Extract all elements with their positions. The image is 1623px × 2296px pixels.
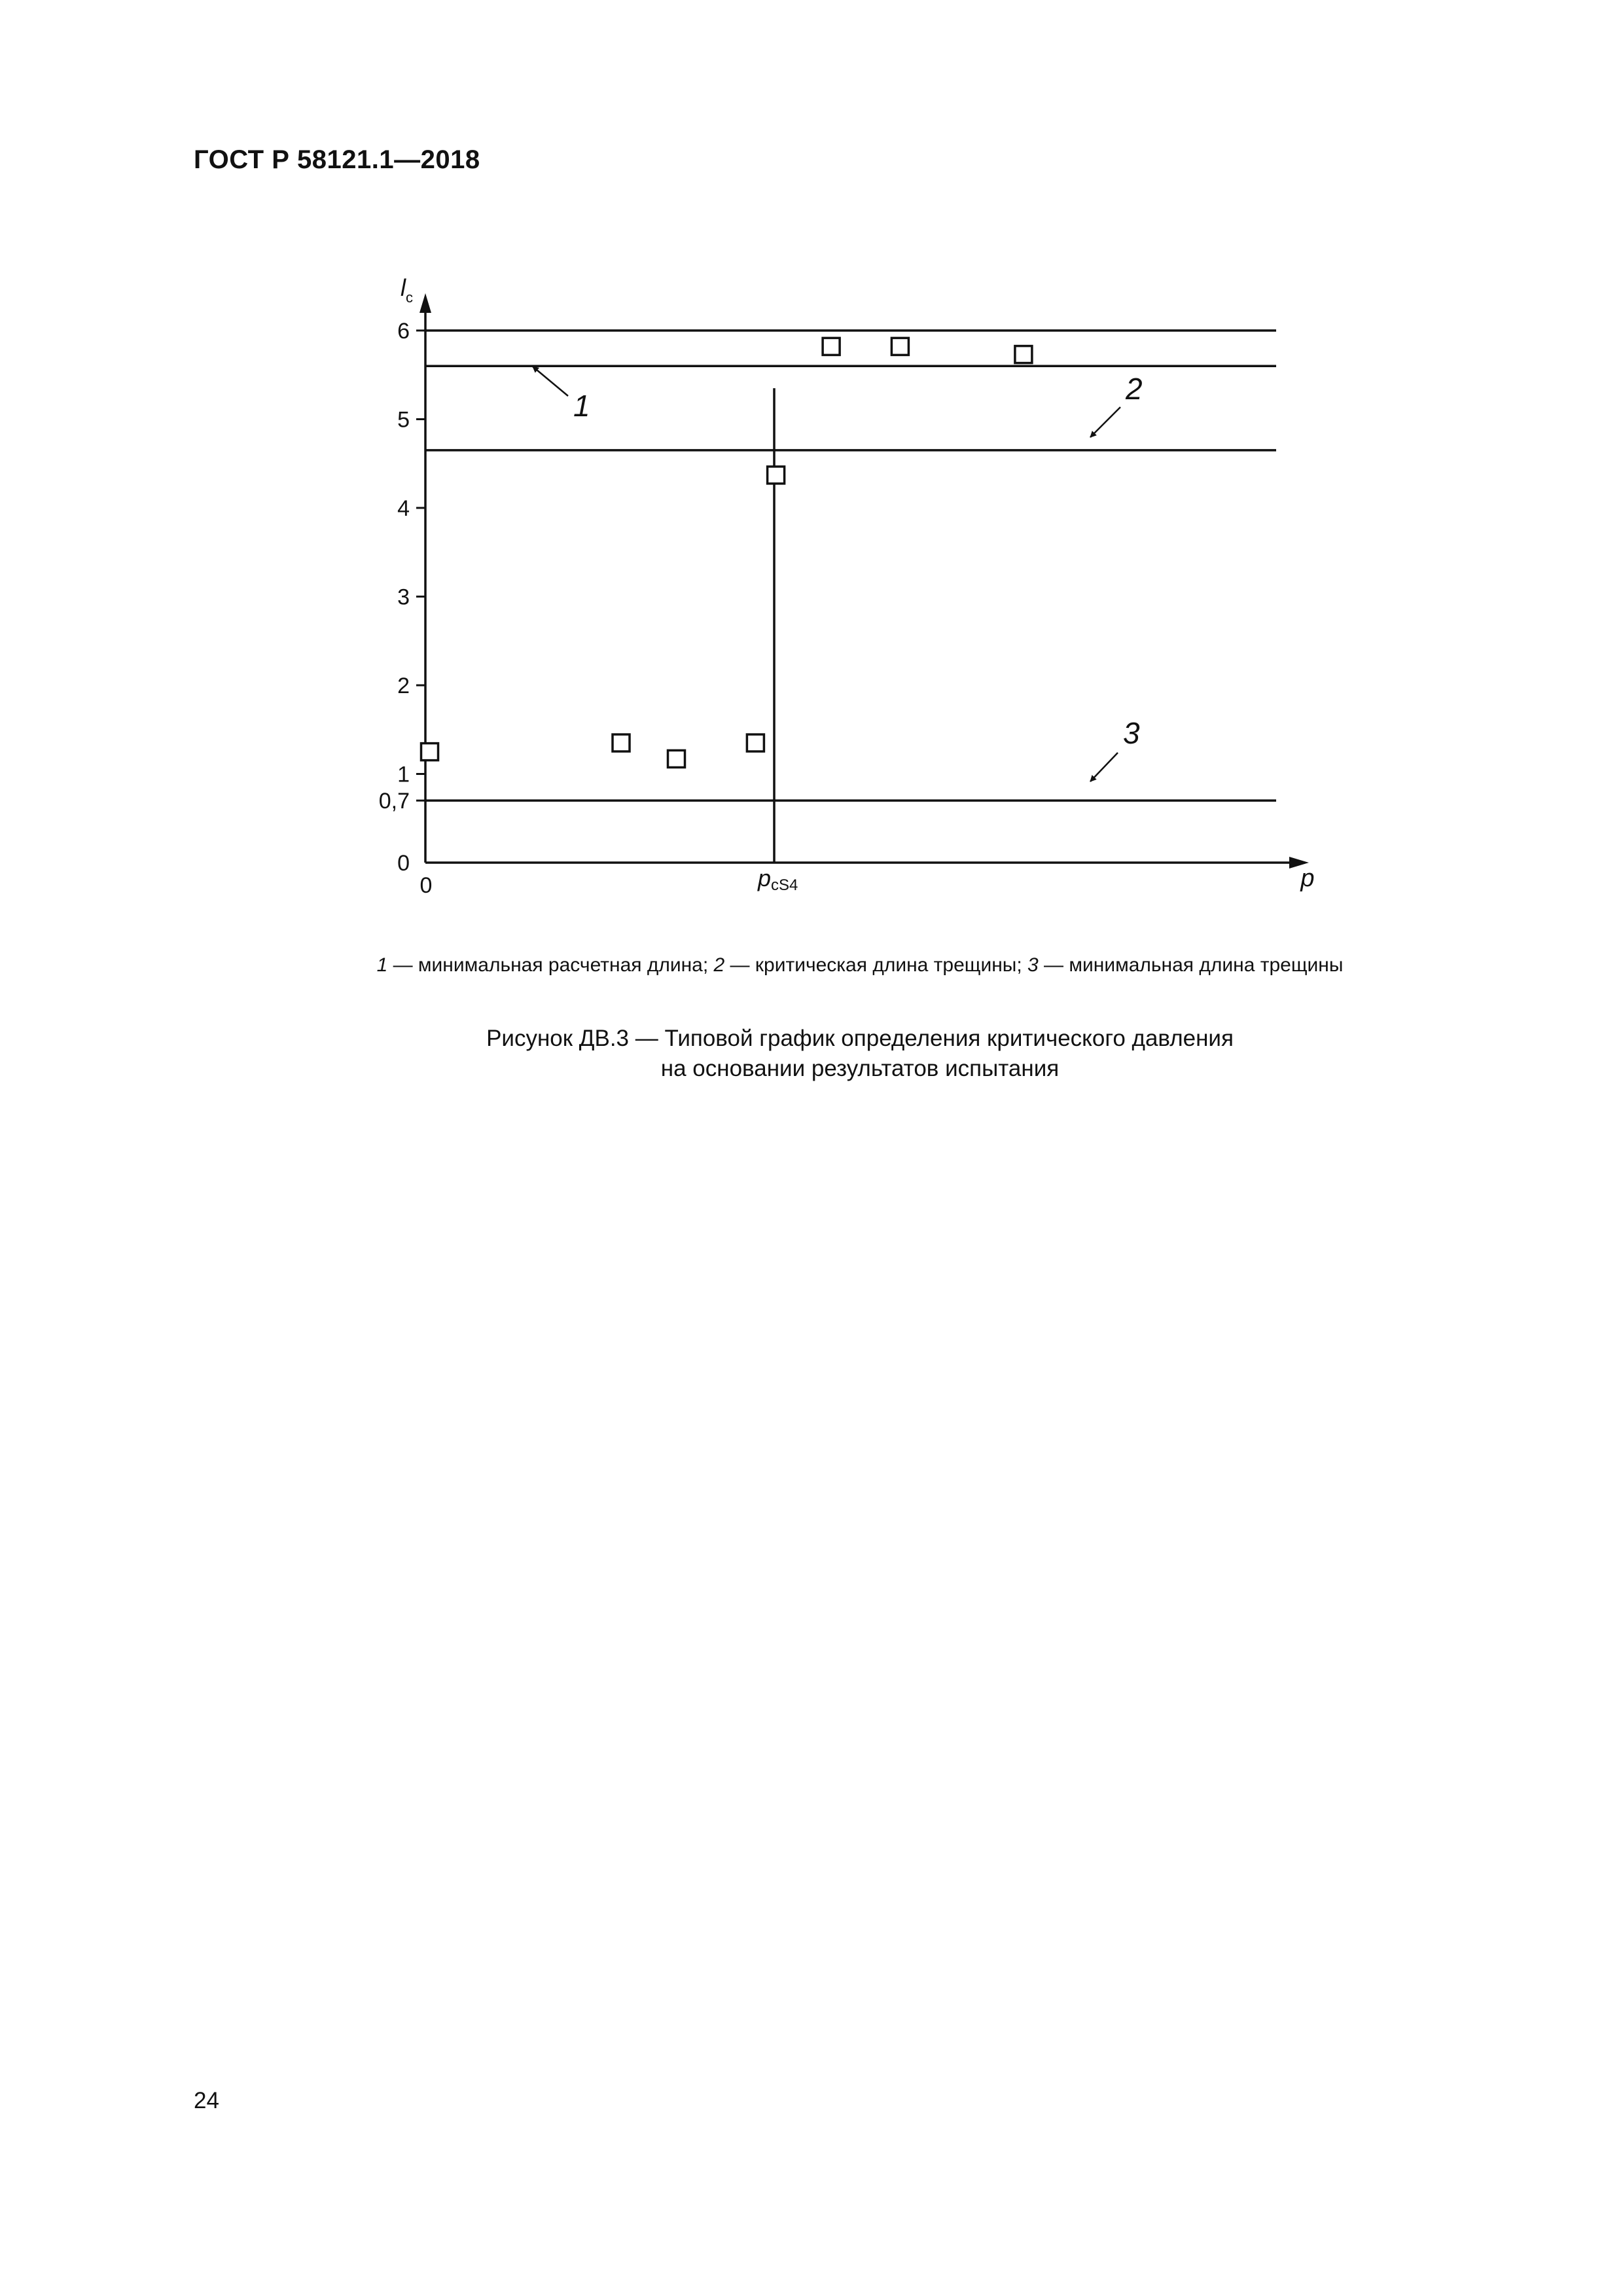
y-tick-label: 5 xyxy=(397,407,410,433)
legend-num-3: 3 xyxy=(1027,954,1039,976)
figure-caption xyxy=(0,1024,1623,1084)
callout-1-label: 1 xyxy=(573,389,590,423)
data-point-square xyxy=(891,338,908,355)
data-point-square xyxy=(747,734,764,751)
y-tick-label: 4 xyxy=(397,496,410,521)
y-ticks xyxy=(379,319,425,876)
callout-2 xyxy=(1090,372,1143,437)
x-marker-label-sub: cS4 xyxy=(771,876,798,894)
legend-num-1: 1 xyxy=(376,954,388,976)
callout-3 xyxy=(1090,716,1140,781)
data-point-square xyxy=(1015,346,1032,363)
y-axis-label-sub: c xyxy=(406,289,413,306)
callout-2-label: 2 xyxy=(1126,372,1143,406)
data-point-square xyxy=(823,338,840,355)
callout-3-leader xyxy=(1090,753,1118,781)
callout-1-leader xyxy=(533,367,568,396)
data-point-square xyxy=(768,467,785,484)
callout-3-label: 3 xyxy=(1123,716,1140,750)
data-point-square xyxy=(668,750,685,767)
document-header: ГОСТ Р 58121.1—2018 xyxy=(194,145,480,174)
legend-num-2: 2 xyxy=(713,954,725,976)
y-tick-label: 1 xyxy=(397,762,410,787)
data-point-square xyxy=(421,744,438,761)
callout-2-leader xyxy=(1090,407,1120,437)
y-tick-label: 3 xyxy=(397,584,410,610)
callout-1 xyxy=(533,367,590,423)
page-number: 24 xyxy=(194,2088,219,2113)
y-axis-arrow-icon xyxy=(419,293,431,313)
critical-pressure-chart xyxy=(0,0,1623,942)
y-tick-label: 6 xyxy=(397,319,410,344)
reference-lines xyxy=(425,331,1276,800)
figure-legend xyxy=(0,954,1623,977)
data-points xyxy=(421,338,1032,767)
caption-line-2: на основании результатов испытания xyxy=(660,1056,1060,1081)
legend-text-1: — минимальная расчетная длина; xyxy=(387,954,714,976)
x-marker-label xyxy=(757,865,798,894)
y-tick-label: 0 xyxy=(397,851,410,876)
data-point-square xyxy=(613,734,630,751)
legend-text-2: — критическая длина трещины; xyxy=(724,954,1028,976)
y-tick-label: 0,7 xyxy=(378,789,410,814)
legend-text-3: — минимальная длина трещины xyxy=(1038,954,1344,976)
y-axis-label xyxy=(401,274,413,306)
x-axis-label: p xyxy=(1300,865,1315,892)
caption-line-1: Рисунок ДВ.3 — Типовой график определения критического давления xyxy=(486,1026,1234,1051)
x-origin-label: 0 xyxy=(419,873,433,898)
y-tick-label: 2 xyxy=(397,673,410,698)
y-axis-label-main: l xyxy=(401,274,406,301)
x-marker-label-main: p xyxy=(758,865,772,891)
